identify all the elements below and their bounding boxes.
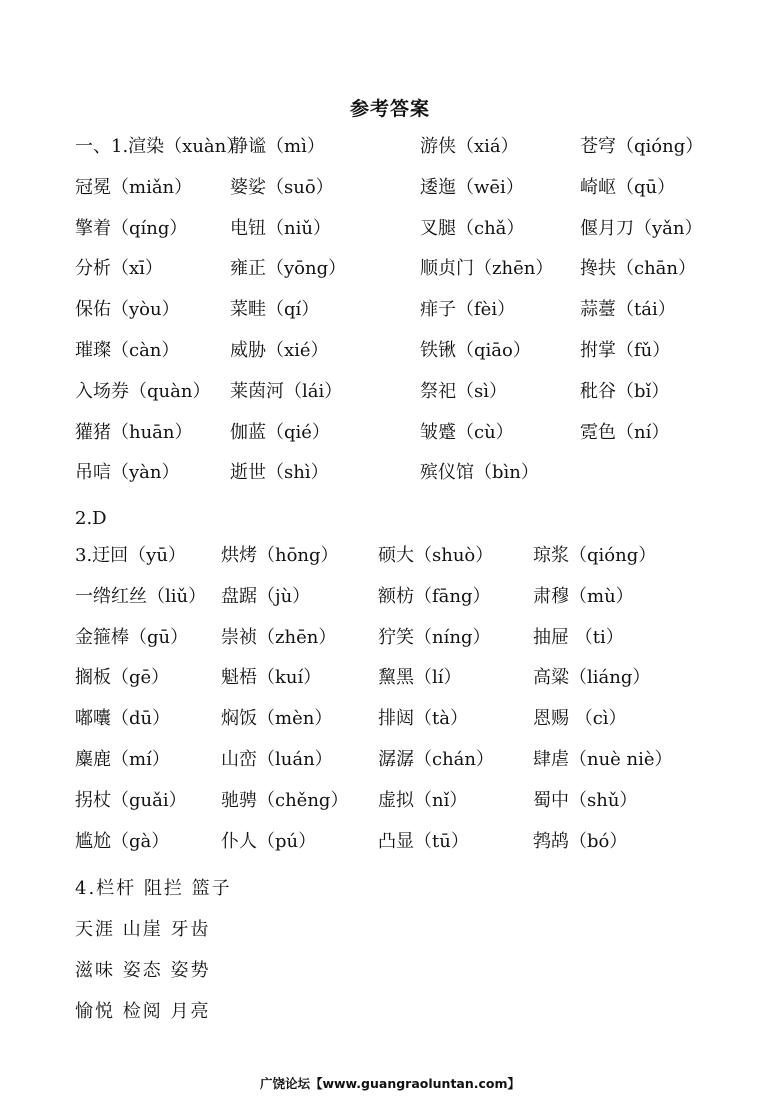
answer-item: 吊唁（yàn）	[75, 462, 180, 484]
answer-row	[75, 786, 715, 827]
answer-row	[75, 663, 715, 704]
answer-item: 静谧（mì）	[230, 136, 325, 157]
answer-item: 蜀中（shǔ）	[533, 789, 638, 811]
answer-row	[75, 458, 715, 499]
answer-item: 璀璨（càn）	[75, 339, 180, 361]
footer-source: 广饶论坛【www.guangraoluntan.com】	[259, 1076, 521, 1091]
answer-item: 叉腿（chǎ）	[420, 217, 525, 239]
answer-item: 伽蓝（qié）	[230, 421, 330, 443]
answer-item: 一、1.渲染（xuàn）	[75, 136, 245, 157]
page-title: 参考答案	[349, 98, 430, 120]
answer-item: 一绺红丝（liǔ）	[75, 585, 207, 607]
answer-item: 肆虐（nuè niè）	[533, 748, 673, 770]
answer-item: 拐杖（guǎi）	[75, 789, 187, 811]
answer-item: 菜畦（qí）	[230, 299, 320, 321]
answer-item: 额枋（fāng）	[378, 585, 491, 607]
answer-item: 痱子（fèi）	[420, 299, 516, 321]
answer-row	[75, 295, 715, 336]
answer-item: 威胁（xié）	[230, 339, 329, 361]
answer-row	[75, 132, 715, 173]
answer-item: 焖饭（mèn）	[221, 708, 333, 730]
answer-item: 搁板（gē）	[75, 667, 170, 689]
answer-item: 拊掌（fǔ）	[580, 339, 671, 361]
answer-item: 铁锹（qiāo）	[420, 339, 531, 361]
answer-row	[75, 418, 715, 459]
answer-item: 婆娑（suō）	[230, 176, 334, 198]
answer-item: 魁梧（kuí）	[221, 667, 322, 689]
answer-item: 潺潺（chán）	[378, 748, 494, 770]
word-group-line: 4.栏杆 阻拦 篮子	[75, 878, 232, 899]
answer-row	[75, 254, 715, 295]
answer-item: 肃穆（mù）	[533, 585, 634, 607]
answer-item: 游侠（xiá）	[420, 136, 519, 157]
answer-item: 3.迂回（yū）	[75, 545, 186, 566]
answer-item: 逝世（shì）	[230, 462, 329, 484]
answer-item: 尴尬（gà）	[75, 830, 170, 852]
answer-row	[75, 173, 715, 214]
answer-item: 殡仪馆（bìn）	[420, 462, 539, 484]
answer-item: 凸显（tū）	[378, 830, 469, 852]
answer-item: 獾猪（huān）	[75, 421, 193, 443]
answer-item: 电钮（niǔ）	[230, 217, 331, 239]
answer-row	[75, 704, 715, 745]
question-1-answers	[75, 132, 715, 499]
answer-row	[75, 827, 715, 868]
answer-item: 排闼（tà）	[378, 708, 468, 730]
answer-item: 逶迤（wēi）	[420, 176, 524, 198]
answer-item: 嘟囔（dū）	[75, 708, 171, 730]
answer-item: 鹁鸪（bó）	[533, 830, 628, 852]
answer-item: 雍正（yōng）	[230, 258, 347, 280]
question-2-answer: 2.D	[75, 508, 107, 529]
answer-row	[75, 214, 715, 255]
answer-row	[75, 541, 715, 582]
answer-item: 狞笑（níng）	[378, 626, 491, 648]
answer-item: 莱茵河（lái）	[230, 380, 343, 402]
answer-item: 恩赐 （cì）	[533, 708, 627, 730]
answer-row	[75, 623, 715, 664]
answer-row	[75, 582, 715, 623]
answer-item: 分析（xī）	[75, 258, 163, 280]
answer-row	[75, 377, 715, 418]
answer-item: 蒜薹（tái）	[580, 299, 676, 321]
answer-item: 霓色（ní）	[580, 421, 670, 443]
answer-item: 山峦（luán）	[221, 748, 333, 770]
answer-item: 苍穹（qióng）	[580, 136, 704, 157]
answer-item: 搀扶（chān）	[580, 258, 696, 280]
answer-item: 秕谷（bǐ）	[580, 380, 670, 402]
answer-item: 祭祀（sì）	[420, 380, 507, 402]
answer-item: 驰骋（chěng）	[221, 789, 349, 811]
answer-item: 擎着（qíng）	[75, 217, 188, 239]
answer-item: 虚拟（nǐ）	[378, 789, 468, 811]
word-group-line: 天涯 山崖 牙齿	[75, 919, 211, 940]
answer-item: 麋鹿（mí）	[75, 748, 170, 770]
answer-item: 盘踞（jù）	[221, 585, 311, 607]
answer-item: 黧黑（lí）	[378, 667, 462, 689]
answer-item: 抽屉 （ti）	[533, 626, 624, 648]
answer-item: 琼浆（qióng）	[533, 545, 657, 566]
answer-item: 烘烤（hōng）	[221, 545, 339, 566]
answer-item: 崇祯（zhēn）	[221, 626, 337, 648]
word-group-line: 愉悦 检阅 月亮	[75, 1001, 211, 1022]
answer-item: 高粱（liáng）	[533, 667, 651, 689]
answer-item: 仆人（pú）	[221, 830, 317, 852]
answer-item: 顺贞门（zhēn）	[420, 258, 554, 280]
answer-item: 冠冕（miǎn）	[75, 176, 193, 198]
word-group-line: 滋味 姿态 姿势	[75, 960, 211, 981]
answer-item: 保佑（yòu）	[75, 299, 180, 321]
answer-row	[75, 336, 715, 377]
answer-item: 皱蹙（cù）	[420, 421, 514, 443]
answer-item: 金箍棒（gū）	[75, 626, 189, 648]
answer-item: 硕大（shuò）	[378, 545, 494, 566]
answer-item: 入场券（quàn）	[75, 380, 211, 402]
answer-row	[75, 745, 715, 786]
answer-item: 偃月刀（yǎn）	[580, 217, 703, 239]
question-3-answers	[75, 541, 715, 867]
answer-item: 崎岖（qū）	[580, 176, 676, 198]
